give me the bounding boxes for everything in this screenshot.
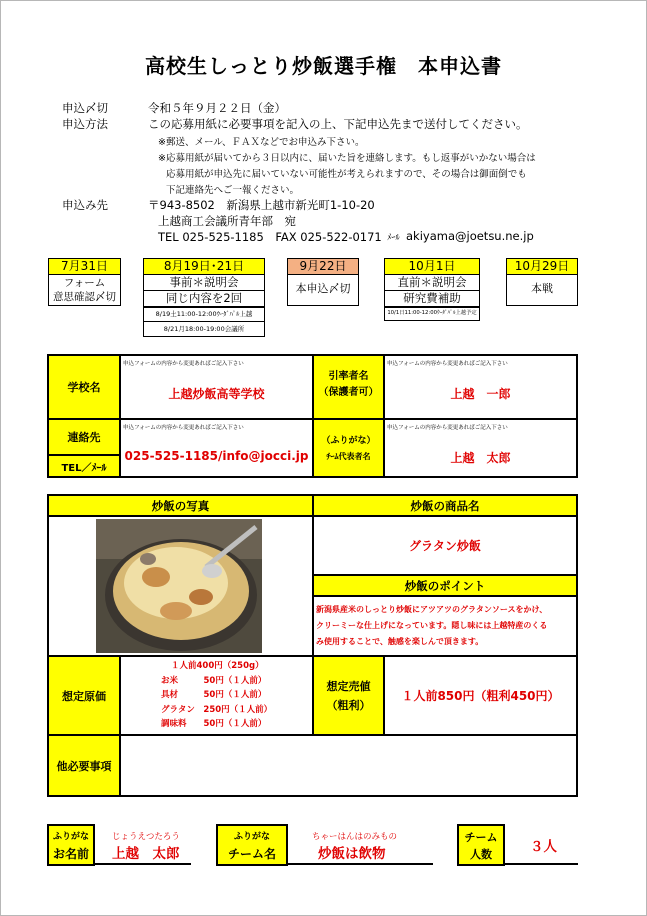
form-note: 申込フォームの内容から変更あればご記入下さい [123,361,244,367]
rep-cell[interactable] [384,419,577,477]
contact-label: 連絡先 [48,419,120,455]
deadline-value: 令和５年９月２２日（金） [148,101,286,115]
other-label: 他必要事項 [48,735,120,796]
count-value: ３人 [530,839,557,855]
other-value[interactable] [120,735,577,796]
note-line: 応募用紙が申込先に届いていない可能性が考えられますので、その場合は御面倒でも [166,169,527,180]
rep-value: 上越 太郎 [450,451,511,465]
tel-label: TEL／ﾒｰﾙ [48,455,120,477]
cost-line: グラタン 250円（１人前） [161,704,273,715]
page-title: 高校生しっとり炒飯選手権 本申込書 [145,54,502,78]
browned-spot [142,567,170,587]
count-label-box [457,824,505,866]
deadline-label: 申込〆切 [62,101,108,115]
schedule-date: 10月29日 [507,259,577,275]
point-header: 炒飯のポイント [313,575,577,596]
school-value: 上越炒飯高等学校 [168,387,265,401]
clam [140,553,156,565]
photo-cell [48,516,313,656]
leader-label [313,355,384,419]
school-cell[interactable] [120,355,313,419]
form-note: 申込フォームの内容から変更あればご記入下さい [387,361,508,367]
team-label-box [216,824,288,866]
form-note: 申込フォームの内容から変更あればご記入下さい [387,425,508,431]
schedule-box [506,258,578,306]
schedule-line: 事前＊説明会 [144,275,264,291]
name-label: お名前 [52,847,89,861]
browned-spot [189,589,213,605]
price-label-line: （粗利） [326,699,371,712]
schedule-line: フォーム [63,277,106,289]
schedule-box [287,258,359,306]
schedule-sub: 10/1日11:00-12:00ｳｰﾀﾞﾊﾟﾙ上越予定 [384,306,480,321]
note-line: ※応募用紙が届いてから３日以内に、届いた旨を連絡します。もし返事がいかない場合は [158,153,536,164]
dest-label: 申込み先 [62,198,108,212]
name-label-box [47,824,95,866]
dest-mail-label: ﾒｰﾙ [387,233,400,243]
contact-cell[interactable] [120,419,313,477]
leader-label-line: 引率者名 [328,371,369,382]
rep-label-line: ﾁｰﾑ代表者名 [326,452,371,461]
note-line: ※郵送、メール、ＦＡＸなどでお申込み下さい。 [158,137,365,148]
team-underline [288,863,433,865]
schedule-box [48,258,121,306]
name-underline [95,863,191,865]
team-value: 炒飯は飲物 [318,846,386,862]
school-label: 学校名 [48,355,120,419]
point-line: み使用することで、触感を楽しんで頂きます。 [316,637,484,646]
price-label [313,656,384,735]
form-note: 申込フォームの内容から変更あればご記入下さい [123,425,244,431]
schedule-date: 8月19日･21日 [144,259,264,275]
cost-line: お米 50円（１人前） [161,675,267,686]
point-line: 新潟県産米のしっとり炒飯にアツアツのグラタンソースをかけ、 [316,605,548,614]
schedule-date: 10月1日 [385,259,479,275]
name-furi: じょうえつたろう [112,832,180,842]
schedule-sub: 8/19土11:00-12:00ｳｰﾀﾞﾊﾟﾙ上越 [143,306,265,322]
cost-cell [120,656,313,735]
contact-value: 025-525-1185/info@jocci.jp [124,449,309,463]
note-line: 下記連絡先へご一報ください。 [166,185,300,196]
point-line: クリーミーな仕上げになっています。隠し味には上越特産のくる [316,621,548,630]
team-furi: ちゃーはんはのみもの [312,832,398,842]
leader-cell[interactable] [384,355,577,419]
price-value: １人前850円（粗利450円） [384,656,577,735]
price-label-line: 想定売値 [326,680,371,693]
dest-address: 〒943-8502 新潟県上越市新光町1-10-20 [148,198,375,212]
team-furi-label: ふりがな [233,832,270,842]
dest-tel: TEL 025-525-1185 FAX 025-522-0171 [158,230,382,244]
leader-label-line: （保護者可） [318,387,379,398]
spoon-head [202,564,222,578]
method-label: 申込方法 [62,117,108,131]
team-label: チーム名 [227,847,276,861]
schedule-date: 7月31日 [49,259,120,275]
schedule-line: 直前＊説明会 [385,275,479,291]
count-label-line: チーム [464,831,498,844]
dest-org: 上越商工会議所青年部 宛 [158,214,296,228]
rep-label-line: （ふりがな） [321,436,376,446]
schedule-line: 本申込〆切 [295,282,351,295]
schedule-box [384,258,480,308]
schedule-date: 9月22日 [288,259,358,275]
cost-label: 想定原価 [48,656,120,735]
leader-value: 上越 一郎 [450,387,511,401]
name-value: グラタン炒飯 [313,516,577,575]
schedule-sub: 8/21月18:00-19:00会議所 [143,321,265,337]
chahan-photo [96,519,262,653]
schedule-line: 研究費補助 [403,291,461,305]
dest-mail[interactable]: akiyama@joetsu.ne.jp [406,229,534,243]
cost-line: 具材 50円（１人前） [161,690,267,700]
rep-label [313,419,384,477]
schedule-line: 同じ内容を2回 [165,291,243,305]
schedule-line: 本戦 [531,282,553,295]
point-cell [313,596,577,656]
cost-line: 調味料 50円（１人前） [161,719,267,729]
method-value: この応募用紙に必要事項を記入の上、下記申込先まで送付してください。 [148,117,528,131]
cost-line: １人前400円（250g） [171,661,264,671]
schedule-box [143,258,265,308]
count-label-line: 人数 [470,848,492,861]
name-value: 上越 太郎 [112,846,180,862]
browned-spot [160,602,192,620]
count-underline [505,863,578,865]
photo-header: 炒飯の写真 [48,495,313,516]
schedule-line: 意思確認〆切 [53,291,116,303]
name-furi-label: ふりがな [52,832,89,842]
name-header: 炒飯の商品名 [313,495,577,516]
